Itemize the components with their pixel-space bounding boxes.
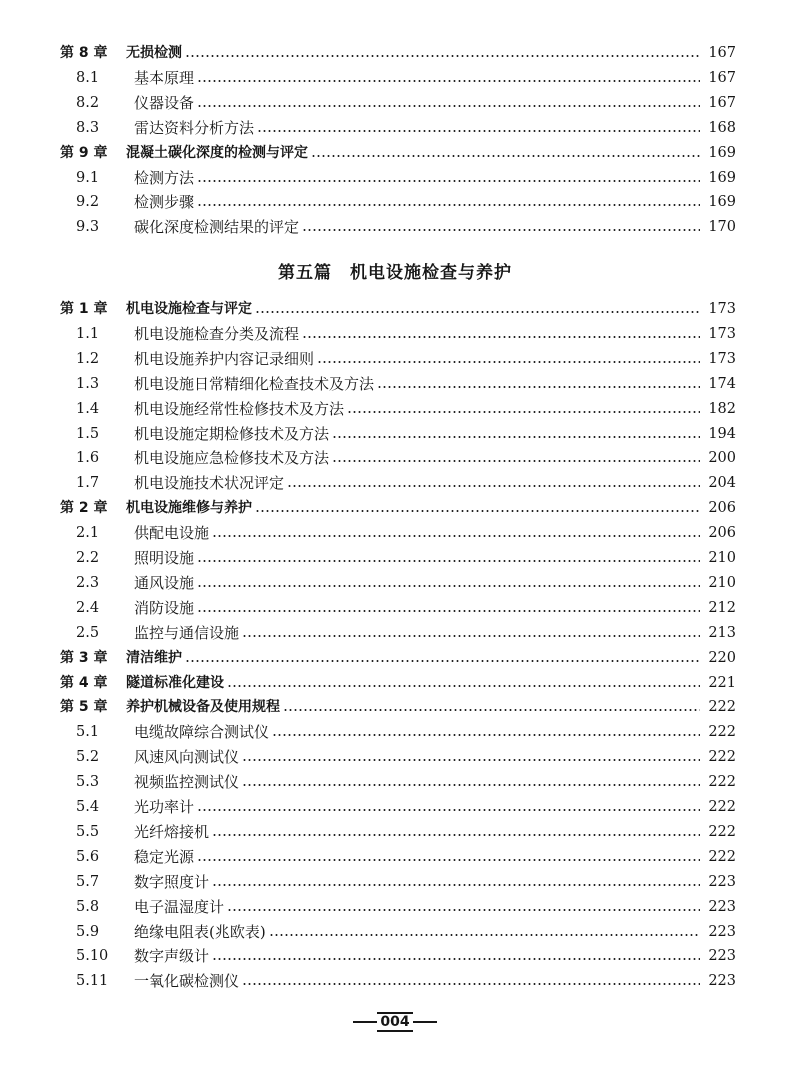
entry-title: 照明设施 — [134, 549, 195, 567]
toc-section-entry — [60, 447, 736, 469]
toc-section-entry — [60, 67, 736, 89]
entry-title: 监控与通信设施 — [134, 623, 240, 642]
dot-leader — [197, 179, 700, 183]
dot-leader — [287, 484, 700, 488]
footer-page-number: 004 — [377, 1012, 412, 1032]
dot-leader — [197, 559, 700, 563]
entry-number: 5.9 — [76, 923, 100, 940]
toc-chapter-entry — [60, 696, 736, 718]
toc-section-entry — [60, 746, 736, 768]
entry-title: 碳化深度检测结果的评定 — [134, 218, 300, 237]
entry-number: 1.3 — [76, 375, 100, 392]
toc-section-entry — [60, 896, 736, 918]
entry-number: 1.7 — [76, 475, 100, 492]
entry-number: 2.3 — [76, 574, 100, 591]
entry-number: 2.1 — [76, 525, 100, 542]
entry-number: 2.4 — [76, 599, 100, 616]
dot-leader — [197, 808, 700, 812]
toc-section-entry — [60, 216, 736, 238]
entry-number: 9.2 — [76, 194, 100, 211]
entry-title: 数字声级计 — [134, 947, 210, 966]
dot-leader — [212, 534, 700, 538]
entry-title: 通风设施 — [134, 573, 195, 592]
dot-leader — [242, 758, 700, 762]
entry-title: 雷达资料分析方法 — [134, 118, 255, 137]
dot-leader — [212, 883, 700, 887]
dot-leader — [317, 360, 700, 364]
dot-leader — [185, 54, 700, 58]
dot-leader — [197, 858, 700, 862]
entry-number: 第 1 章 — [60, 301, 108, 317]
footer-rule-left — [353, 1021, 377, 1023]
toc-section-entry — [60, 970, 736, 992]
entry-page-number: 222 — [708, 799, 736, 815]
dot-leader — [242, 982, 700, 986]
entry-page-number: 206 — [708, 500, 736, 517]
entry-page-number: 167 — [708, 94, 736, 111]
entry-title: 供配电设施 — [134, 524, 210, 543]
entry-title: 机电设施经常性检修技术及方法 — [134, 399, 345, 418]
entry-page-number: 212 — [708, 599, 736, 616]
entry-page-number: 220 — [708, 649, 736, 666]
entry-page-number: 222 — [708, 848, 736, 865]
entry-page-number: 222 — [708, 724, 736, 741]
entry-page-number: 204 — [708, 475, 736, 492]
dot-leader — [255, 509, 700, 513]
dot-leader — [272, 733, 700, 737]
entry-page-number: 222 — [708, 699, 736, 716]
entry-page-number: 221 — [708, 674, 736, 691]
entry-page-number: 210 — [708, 574, 736, 591]
entry-number: 5.11 — [76, 973, 109, 990]
entry-number: 9.3 — [76, 219, 100, 236]
entry-page-number: 223 — [708, 898, 736, 915]
dot-leader — [197, 609, 700, 613]
entry-page-number: 169 — [708, 169, 736, 186]
dot-leader — [257, 129, 700, 133]
entry-page-number: 167 — [708, 69, 736, 86]
entry-title: 电子温湿度计 — [134, 897, 225, 916]
toc-section-entry — [60, 796, 736, 818]
entry-title: 稳定光源 — [134, 847, 195, 866]
entry-page-number: 194 — [708, 425, 736, 442]
dot-leader — [212, 957, 700, 961]
entry-number: 5.3 — [76, 774, 100, 791]
dot-leader — [197, 584, 700, 588]
entry-page-number: 223 — [708, 873, 736, 890]
entry-number: 第 4 章 — [60, 674, 108, 691]
entry-page-number: 173 — [708, 350, 736, 367]
entry-number: 1.2 — [76, 350, 100, 367]
entry-title: 绝缘电阻表(兆欧表) — [134, 922, 266, 941]
dot-leader — [242, 634, 700, 638]
entry-number: 8.2 — [76, 94, 100, 111]
entry-title: 仪器设备 — [134, 93, 195, 112]
dot-leader — [269, 933, 700, 937]
toc-section-entry — [60, 871, 736, 893]
entry-title: 电缆故障综合测试仪 — [134, 723, 270, 742]
dot-leader — [302, 228, 700, 232]
entry-number: 1.4 — [76, 400, 100, 417]
entry-title: 清洁维护 — [126, 649, 182, 666]
toc-section-entry — [60, 622, 736, 644]
toc-section-entry — [60, 945, 736, 967]
entry-number: 5.5 — [76, 823, 100, 840]
entry-number: 第 9 章 — [60, 144, 108, 161]
entry-page-number: 210 — [708, 550, 736, 566]
entry-number: 8.1 — [76, 69, 100, 86]
entry-number: 8.3 — [76, 119, 100, 136]
entry-number: 1.5 — [76, 425, 100, 442]
toc-section-entry — [60, 921, 736, 943]
entry-number: 5.8 — [76, 898, 100, 915]
toc-chapter-entry — [60, 672, 736, 694]
entry-page-number: 169 — [708, 144, 736, 161]
entry-page-number: 223 — [708, 923, 736, 940]
entry-number: 9.1 — [76, 169, 100, 186]
dot-leader — [242, 783, 700, 787]
dot-leader — [302, 335, 700, 339]
dot-leader — [227, 908, 700, 912]
toc-chapter-entry — [60, 42, 736, 64]
entry-page-number: 200 — [708, 450, 736, 467]
entry-number: 1.1 — [76, 325, 100, 342]
entry-title: 机电设施技术状况评定 — [134, 474, 285, 493]
dot-leader — [311, 154, 700, 158]
entry-number: 第 3 章 — [60, 649, 108, 666]
entry-title: 机电设施检查分类及流程 — [134, 324, 300, 343]
entry-title: 混凝土碳化深度的检测与评定 — [126, 144, 308, 161]
entry-title: 机电设施维修与养护 — [126, 500, 252, 517]
toc-section-entry — [60, 522, 736, 544]
entry-page-number: 168 — [708, 119, 736, 136]
entry-title: 机电设施应急检修技术及方法 — [134, 449, 330, 468]
toc-section-entry — [60, 117, 736, 139]
toc-section-entry — [60, 191, 736, 213]
dot-leader — [255, 310, 700, 314]
part-heading: 第五篇 机电设施检查与养护 — [278, 263, 512, 283]
entry-number: 5.2 — [76, 749, 100, 766]
toc-section-entry — [60, 572, 736, 594]
dot-leader — [377, 385, 700, 389]
entry-number: 第 8 章 — [60, 45, 108, 61]
entry-title: 机电设施定期检修技术及方法 — [134, 424, 330, 443]
toc-section-entry — [60, 423, 736, 445]
entry-page-number: 173 — [708, 301, 736, 317]
entry-page-number: 182 — [708, 400, 736, 417]
toc-section-entry — [60, 771, 736, 793]
dot-leader — [227, 684, 700, 688]
entry-title: 无损检测 — [126, 45, 182, 61]
entry-number: 5.1 — [76, 724, 100, 741]
entry-number: 2.2 — [76, 550, 100, 566]
entry-title: 机电设施养护内容记录细则 — [134, 349, 315, 368]
entry-page-number: 174 — [708, 375, 736, 392]
toc-chapter-entry — [60, 298, 736, 320]
entry-page-number: 167 — [708, 45, 736, 61]
entry-number: 5.6 — [76, 848, 100, 865]
entry-title: 消防设施 — [134, 598, 195, 617]
entry-title: 视频监控测试仪 — [134, 773, 240, 792]
entry-title: 风速风向测试仪 — [134, 748, 240, 767]
entry-number: 5.10 — [76, 948, 109, 965]
entry-number: 1.6 — [76, 450, 100, 467]
dot-leader — [283, 708, 700, 712]
entry-page-number: 222 — [708, 774, 736, 791]
entry-number: 第 5 章 — [60, 699, 108, 716]
dot-leader — [197, 203, 700, 207]
toc-chapter-entry — [60, 647, 736, 669]
toc-section-entry — [60, 373, 736, 395]
entry-page-number: 170 — [708, 219, 736, 236]
footer-rule-right — [413, 1021, 437, 1023]
toc-section-entry — [60, 597, 736, 619]
entry-title: 光纤熔接机 — [134, 822, 210, 841]
toc-section-entry — [60, 846, 736, 868]
entry-title: 养护机械设备及使用规程 — [126, 699, 280, 716]
dot-leader — [332, 435, 700, 439]
entry-number: 5.4 — [76, 799, 100, 815]
dot-leader — [197, 104, 700, 108]
toc-chapter-entry — [60, 142, 736, 164]
entry-number: 第 2 章 — [60, 500, 108, 517]
entry-page-number: 223 — [708, 948, 736, 965]
toc-section-entry — [60, 472, 736, 494]
dot-leader — [197, 79, 700, 83]
entry-number: 5.7 — [76, 873, 100, 890]
dot-leader — [347, 410, 700, 414]
entry-page-number: 222 — [708, 749, 736, 766]
entry-page-number: 169 — [708, 194, 736, 211]
toc-section-entry — [60, 167, 736, 189]
entry-title: 基本原理 — [134, 68, 195, 87]
toc-section-entry — [60, 348, 736, 370]
toc-section-entry — [60, 398, 736, 420]
toc-section-entry — [60, 92, 736, 114]
entry-title: 检测步骤 — [134, 193, 195, 212]
entry-title: 一氧化碳检测仪 — [134, 972, 240, 991]
toc-section-entry — [60, 821, 736, 843]
toc-chapter-entry — [60, 497, 736, 519]
entry-title: 检测方法 — [134, 168, 195, 187]
entry-number: 2.5 — [76, 624, 100, 641]
entry-page-number: 222 — [708, 823, 736, 840]
entry-title: 光功率计 — [134, 798, 195, 816]
toc-section-entry — [60, 323, 736, 345]
entry-page-number: 206 — [708, 525, 736, 542]
entry-page-number: 213 — [708, 624, 736, 641]
entry-page-number: 223 — [708, 973, 736, 990]
dot-leader — [185, 659, 700, 663]
toc-section-entry — [60, 721, 736, 743]
entry-title: 数字照度计 — [134, 872, 210, 891]
entry-title: 机电设施日常精细化检查技术及方法 — [134, 374, 375, 393]
entry-title: 机电设施检查与评定 — [126, 301, 252, 317]
toc-section-entry — [60, 547, 736, 569]
dot-leader — [212, 833, 700, 837]
page-footer — [0, 1012, 790, 1032]
dot-leader — [332, 459, 700, 463]
entry-title: 隧道标准化建设 — [126, 674, 224, 691]
entry-page-number: 173 — [708, 325, 736, 342]
